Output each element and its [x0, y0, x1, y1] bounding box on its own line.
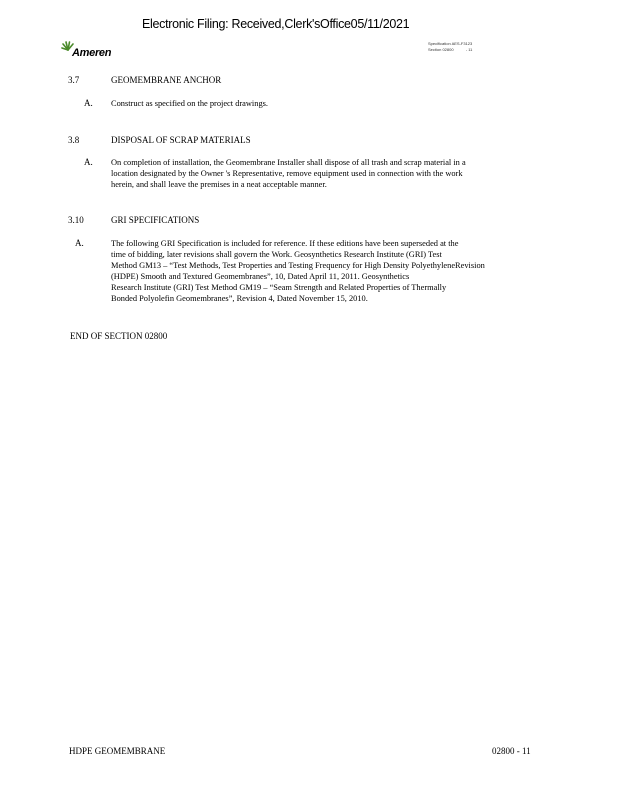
paragraph-line: Bonded Polyolefin Geomembranes”, Revision 4, Dated November 15, 2010.	[111, 294, 368, 303]
logo-wordmark: Ameren	[72, 47, 112, 59]
section-title: GEOMEMBRANE ANCHOR	[111, 75, 222, 85]
paragraph-line: (HDPE) Smooth and Textured Geomembranes”, 10, Dated April 11, 2011. Geosynthetics	[111, 272, 410, 281]
paragraph-line: Method GM13 – “Test Methods, Test Properties and Testing Frequency for High Density PolyethyleneRevision	[111, 261, 485, 270]
item-letter: A.	[84, 157, 93, 167]
item-letter: A.	[75, 238, 84, 248]
spec-number: Specification AES-F3123	[428, 41, 473, 46]
paragraph-line: On completion of installation, the Geomembrane Installer shall dispose of all trash and scrap material in a	[111, 158, 466, 167]
paragraph-line: time of bidding, later revisions shall govern the Work. Geosynthetics Research Institute (GRI) Test	[111, 250, 442, 259]
paragraph-line: herein, and shall leave the premises in a neat acceptable manner.	[111, 180, 327, 189]
spec-section: Section 02800 - 11	[428, 47, 473, 52]
filing-stamp: Electronic Filing: Received,Clerk'sOffice05/11/2021	[142, 17, 410, 31]
ameren-logo	[61, 41, 121, 61]
item-letter: A.	[84, 98, 93, 108]
section-number: 3.7	[68, 75, 80, 85]
section-title: GRI SPECIFICATIONS	[111, 215, 200, 225]
section-title: DISPOSAL OF SCRAP MATERIALS	[111, 135, 251, 145]
footer-page-number: 02800 - 11	[492, 746, 531, 756]
paragraph-line: Construct as specified on the project drawings.	[111, 99, 268, 108]
paragraph	[111, 238, 541, 304]
section-number: 3.8	[68, 135, 80, 145]
spec-reference	[428, 41, 472, 53]
paragraph	[111, 98, 541, 109]
paragraph-line: location designated by the Owner 's Representative, remove equipment used in connection with the work	[111, 169, 463, 178]
footer-title: HDPE GEOMEMBRANE	[69, 746, 166, 756]
end-of-section: END OF SECTION 02800	[70, 331, 168, 341]
paragraph-line: The following GRI Specification is included for reference. If these editions have been superseded at the	[111, 239, 459, 248]
section-number: 3.10	[68, 215, 84, 225]
paragraph	[111, 157, 541, 190]
paragraph-line: Research Institute (GRI) Test Method GM19 – “Seam Strength and Related Properties of Thermally	[111, 283, 447, 292]
